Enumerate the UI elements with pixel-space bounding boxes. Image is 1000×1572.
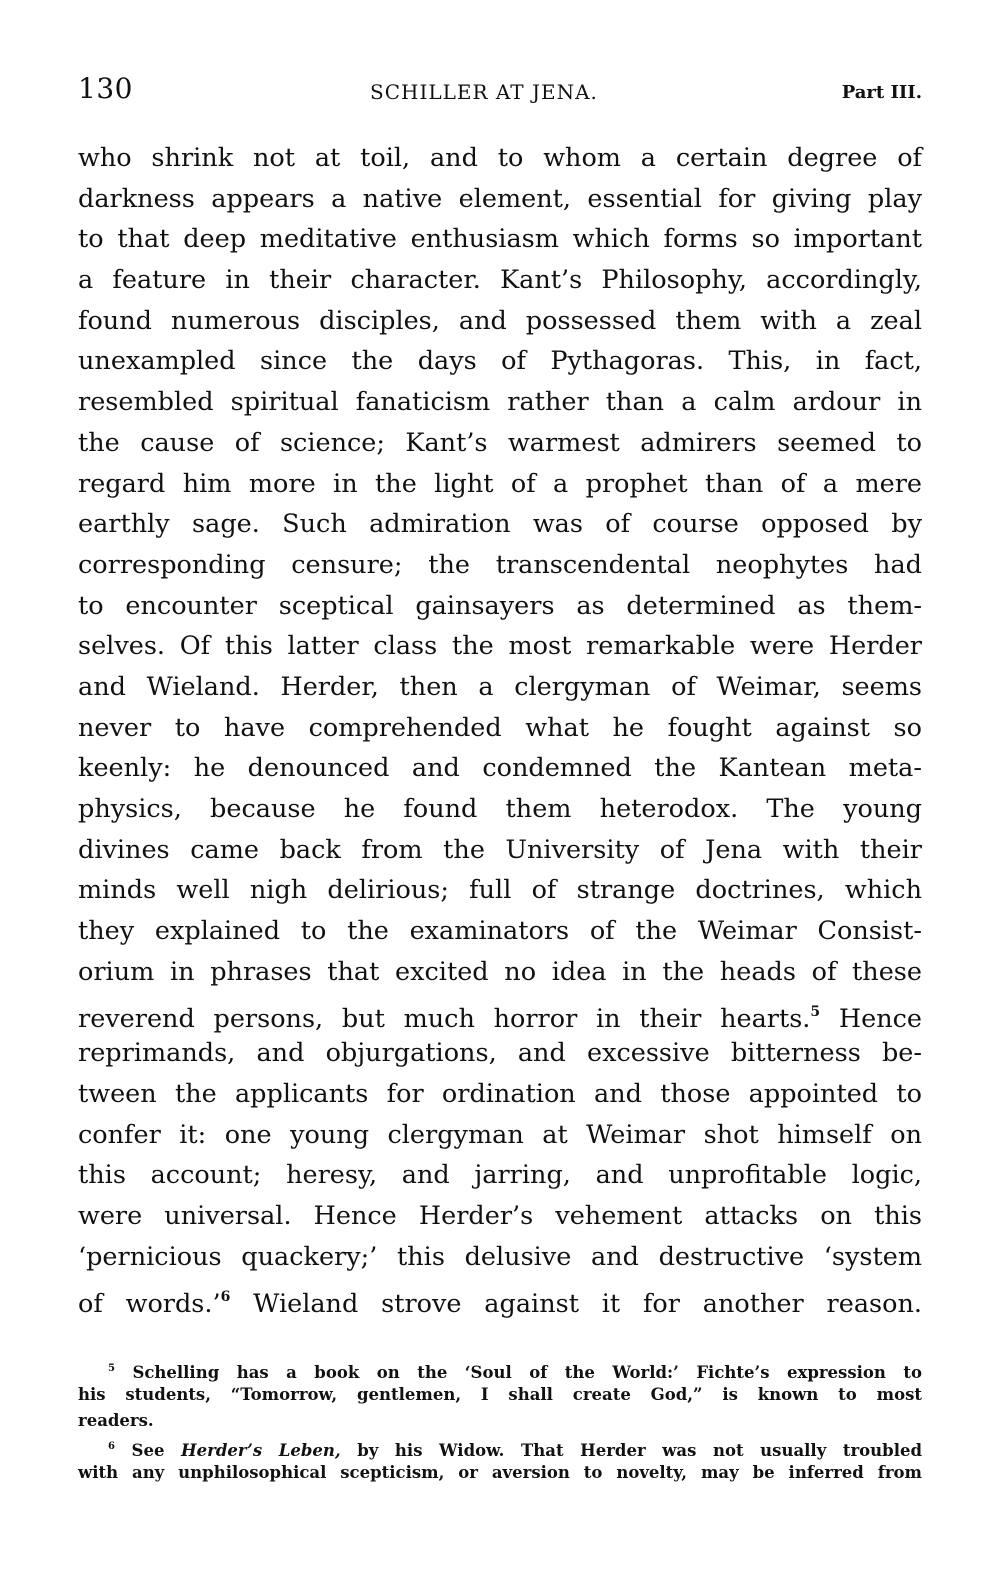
text-line: keenly: he denounced and condemned the Kantean meta- <box>78 753 922 784</box>
footnote-5-line <box>78 1356 922 1382</box>
footnote-5-line: readers. <box>78 1411 154 1430</box>
footnote-5-line: his students, “Tomorrow, gentlemen, I shall create God,” is known to most <box>78 1385 922 1404</box>
footnotes <box>78 1356 922 1486</box>
footnote-6-mark: 6 <box>108 1441 115 1452</box>
text-line-with-footnote-ref <box>78 992 922 1033</box>
text-line: earthly sage. Such admiration was of course opposed by <box>78 509 922 540</box>
running-title: SCHILLER AT JENA. <box>370 80 598 104</box>
text-line-with-footnote-ref <box>78 1277 922 1318</box>
text-line: to that deep meditative enthusiasm which forms so important <box>78 224 922 255</box>
footnote-6-line <box>78 1434 922 1460</box>
text-line: darkness appears a native element, essential for giving play <box>78 183 922 214</box>
footnote-6-text: by his Widow. That Herder was not usually troubled <box>340 1441 923 1460</box>
footnote-5-text: Schelling has a book on the ‘Soul of the World:’ Fichte’s expression to <box>132 1363 922 1382</box>
body-text <box>78 138 922 1318</box>
text-line: never to have comprehended what he fought against so <box>78 712 922 743</box>
text-segment: of words.’ <box>78 1289 221 1320</box>
text-line: they explained to the examinators of the Weimar Consist- <box>78 916 922 947</box>
running-header <box>78 72 922 112</box>
text-line: minds well nigh delirious; full of strange doctrines, which <box>78 875 922 906</box>
text-line: tween the applicants for ordination and those appointed to <box>78 1078 922 1109</box>
text-line: physics, because he found them heterodox. The young <box>78 794 922 824</box>
text-line: regard him more in the light of a prophet than of a mere <box>78 468 922 499</box>
text-line: this account; heresy, and jarring, and unprofitable logic, <box>78 1160 922 1191</box>
footnote-ref-5: 5 <box>810 1004 821 1021</box>
text-line: and Wieland. Herder, then a clergyman of Weimar, seems <box>78 671 922 702</box>
footnote-6-see: See <box>131 1441 182 1460</box>
text-line: orium in phrases that excited no idea in the heads of these <box>78 956 922 987</box>
part-label: Part III. <box>841 82 922 103</box>
text-line: confer it: one young clergyman at Weimar shot himself on <box>78 1119 922 1150</box>
footnote-5-mark: 5 <box>108 1363 115 1374</box>
text-line: ‘pernicious quackery;’ this delusive and destructive ‘system <box>78 1241 922 1272</box>
text-line: the cause of science; Kant’s warmest admirers seemed to <box>78 427 922 458</box>
text-segment: Wieland strove against it for another reason. <box>230 1289 922 1320</box>
text-line: divines came back from the University of Jena with their <box>78 834 922 865</box>
text-line: a feature in their character. Kant’s Philosophy, accordingly, <box>78 265 922 296</box>
text-segment: reverend persons, but much horror in their hearts. <box>78 1004 811 1035</box>
text-line: found numerous disciples, and possessed them with a zeal <box>78 305 922 336</box>
text-line: reprimands, and objurgations, and excessive bitterness be- <box>78 1038 922 1069</box>
footnote-ref-6: 6 <box>220 1289 231 1306</box>
text-line: selves. Of this latter class the most remarkable were Herder <box>78 631 922 662</box>
page-number: 130 <box>78 72 133 105</box>
text-line: resembled spiritual fanaticism rather than a calm ardour in <box>78 387 922 418</box>
text-line: unexampled since the days of Pythagoras. This, in fact, <box>78 346 922 377</box>
text-line: corresponding censure; the transcendental neophytes had <box>78 549 922 580</box>
text-line: were universal. Hence Herder’s vehement attacks on this <box>78 1200 922 1231</box>
footnote-6-title: Herder’s Leben, <box>181 1441 341 1460</box>
footnote-6-line: with any unphilosophical scepticism, or aversion to novelty, may be inferred from <box>78 1463 922 1482</box>
text-line: to encounter sceptical gainsayers as determined as them- <box>78 590 922 621</box>
text-segment: Hence <box>820 1004 922 1035</box>
text-line: who shrink not at toil, and to whom a certain degree of <box>78 143 922 173</box>
